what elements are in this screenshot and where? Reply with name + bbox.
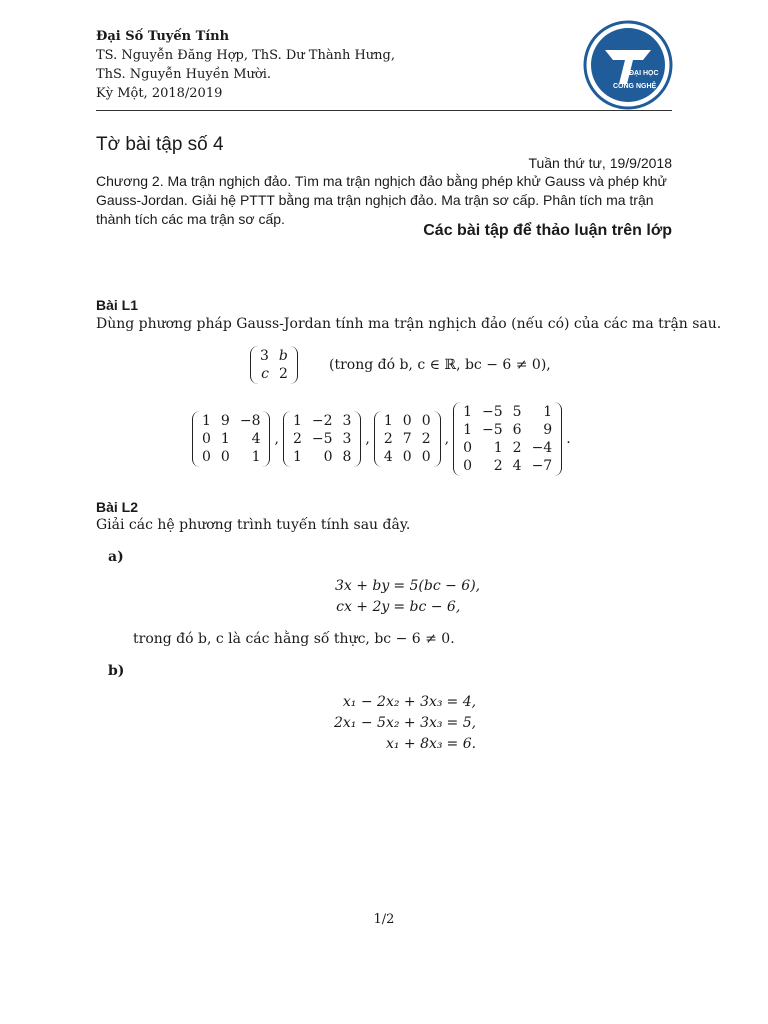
system-a bbox=[335, 576, 480, 618]
matrix-cell: c bbox=[261, 366, 269, 382]
matrix-2x2-row bbox=[250, 346, 551, 384]
matrix-cell: 0 bbox=[323, 449, 333, 465]
matrix-cell: 6 bbox=[512, 422, 522, 438]
matrix-cell: 3 bbox=[342, 431, 352, 447]
matrix-cell: 0 bbox=[220, 449, 230, 465]
matrix-cell: 2 bbox=[493, 458, 503, 474]
end-period: . bbox=[566, 431, 571, 447]
separator: , bbox=[365, 431, 370, 447]
matrix-cell: 9 bbox=[220, 413, 230, 429]
matrix-condition: (trong đó b, c ∈ ℝ, bc − 6 ≠ 0), bbox=[328, 357, 551, 373]
matrix-cell: 0 bbox=[402, 449, 412, 465]
separator: , bbox=[274, 431, 279, 447]
matrix-cell: 0 bbox=[202, 431, 211, 447]
matrix-cell: −2 bbox=[311, 413, 333, 429]
matrix-cell: 0 bbox=[402, 413, 412, 429]
exercise-l1-heading: Bài L1 bbox=[96, 297, 139, 313]
matrix-cell: 1 bbox=[292, 413, 302, 429]
exercise-l2-text: Giải các hệ phương trình tuyến tính sau đây. bbox=[96, 517, 411, 533]
course-title: Đại Số Tuyến Tính bbox=[96, 29, 230, 44]
matrix-cell: 2 bbox=[292, 431, 302, 447]
equation-lhs: 3x + by bbox=[335, 578, 390, 594]
sheet-title: Tờ bài tập số 4 bbox=[96, 134, 224, 155]
document-header bbox=[96, 27, 395, 103]
exercise-l1-text: Dùng phương pháp Gauss-Jordan tính ma trận nghịch đảo (nếu có) của các ma trận sau. bbox=[96, 316, 722, 332]
matrix-cell: 5 bbox=[512, 404, 522, 420]
matrix-cell: 0 bbox=[463, 440, 473, 456]
matrix-cell: 0 bbox=[421, 413, 431, 429]
matrix-cell: 4 bbox=[383, 449, 393, 465]
matrix-cell: −5 bbox=[482, 404, 503, 420]
part-b-label: b) bbox=[108, 663, 125, 679]
matrix-c bbox=[374, 411, 441, 467]
equation-rhs: = 4, bbox=[446, 694, 477, 710]
matrix-cell: 1 bbox=[202, 413, 211, 429]
logo-text-top: ĐẠI HỌC bbox=[629, 70, 659, 77]
matrix-2x2 bbox=[250, 346, 298, 384]
matrix-cell: 9 bbox=[543, 422, 553, 438]
matrix-cell: 1 bbox=[463, 422, 473, 438]
equation-rhs: = 6. bbox=[446, 736, 477, 752]
matrix-cell: 1 bbox=[543, 404, 553, 420]
part-a-label: a) bbox=[108, 549, 124, 565]
matrix-cell: 1 bbox=[251, 449, 261, 465]
matrix-cell: 2 bbox=[421, 431, 431, 447]
equation-lhs: cx + 2y bbox=[336, 599, 390, 615]
matrix-cell: 0 bbox=[463, 458, 473, 474]
equation-lhs: x₁ − 2x₂ + 3x₃ bbox=[342, 694, 443, 710]
matrix-cell: 0 bbox=[421, 449, 431, 465]
section-subtitle: Các bài tập để thảo luận trên lớp bbox=[423, 222, 672, 239]
authors-line-2: ThS. Nguyễn Huyền Mười. bbox=[96, 67, 272, 82]
matrix-cell: 8 bbox=[342, 449, 352, 465]
equation-rhs: = bc − 6, bbox=[393, 599, 461, 615]
matrix-cell: −5 bbox=[311, 431, 333, 447]
matrix-cell: −7 bbox=[531, 458, 553, 474]
matrix-b bbox=[283, 411, 361, 467]
matrix-cell: 2 bbox=[383, 431, 393, 447]
sheet-date: Tuần thứ tư, 19/9/2018 bbox=[528, 155, 672, 171]
matrix-cell: 1 bbox=[463, 404, 473, 420]
system-b bbox=[334, 692, 476, 755]
matrix-cell: 3 bbox=[342, 413, 352, 429]
matrix-cell: 4 bbox=[512, 458, 522, 474]
matrix-cell: 2 bbox=[512, 440, 522, 456]
authors-line-1: TS. Nguyễn Đăng Hợp, ThS. Dư Thành Hưng, bbox=[96, 48, 395, 63]
chapter-description: Chương 2. Ma trận nghịch đảo. Tìm ma trận nghịch đảo bằng phép khử Gauss và phép khử Gauss-Jordan. Giải hệ PTTT bằng ma trận nghịch đảo. Ma trận sơ cấp. Phân tích ma trận thành tích các ma trận sơ cấp. bbox=[96, 173, 667, 227]
matrix-cell: 1 bbox=[493, 440, 503, 456]
exercise-l2-heading: Bài L2 bbox=[96, 499, 139, 515]
page-number: 1/2 bbox=[373, 912, 395, 927]
equation-lhs: 2x₁ − 5x₂ + 3x₃ bbox=[334, 715, 443, 731]
matrix-cell: b bbox=[278, 348, 288, 364]
logo-text-bottom: CÔNG NGHỆ bbox=[613, 83, 657, 90]
matrix-a bbox=[192, 411, 270, 467]
separator: , bbox=[444, 431, 450, 447]
equation-rhs: = 5, bbox=[446, 715, 477, 731]
matrix-cell: −5 bbox=[482, 422, 503, 438]
matrix-cell: −4 bbox=[531, 440, 553, 456]
term: Kỳ Một, 2018/2019 bbox=[96, 86, 223, 101]
matrix-cell: 7 bbox=[402, 431, 412, 447]
university-logo bbox=[583, 20, 673, 110]
matrix-cell: 0 bbox=[202, 449, 211, 465]
header-divider bbox=[96, 110, 672, 111]
matrix-cell: 4 bbox=[251, 431, 261, 447]
matrix-cell: 1 bbox=[383, 413, 393, 429]
matrix-cell: 3 bbox=[260, 348, 269, 364]
matrix-cell: 2 bbox=[278, 366, 288, 382]
matrix-d bbox=[453, 402, 562, 476]
part-a-note: trong đó b, c là các hằng số thực, bc − 6 ≠ 0. bbox=[133, 631, 455, 647]
equation-lhs: x₁ + 8x₃ bbox=[385, 736, 443, 752]
matrix-list-row bbox=[192, 402, 571, 476]
matrix-cell: −8 bbox=[239, 413, 261, 429]
matrix-cell: 1 bbox=[220, 431, 230, 447]
matrix-cell: 1 bbox=[292, 449, 302, 465]
equation-rhs: = 5(bc − 6), bbox=[393, 578, 481, 594]
